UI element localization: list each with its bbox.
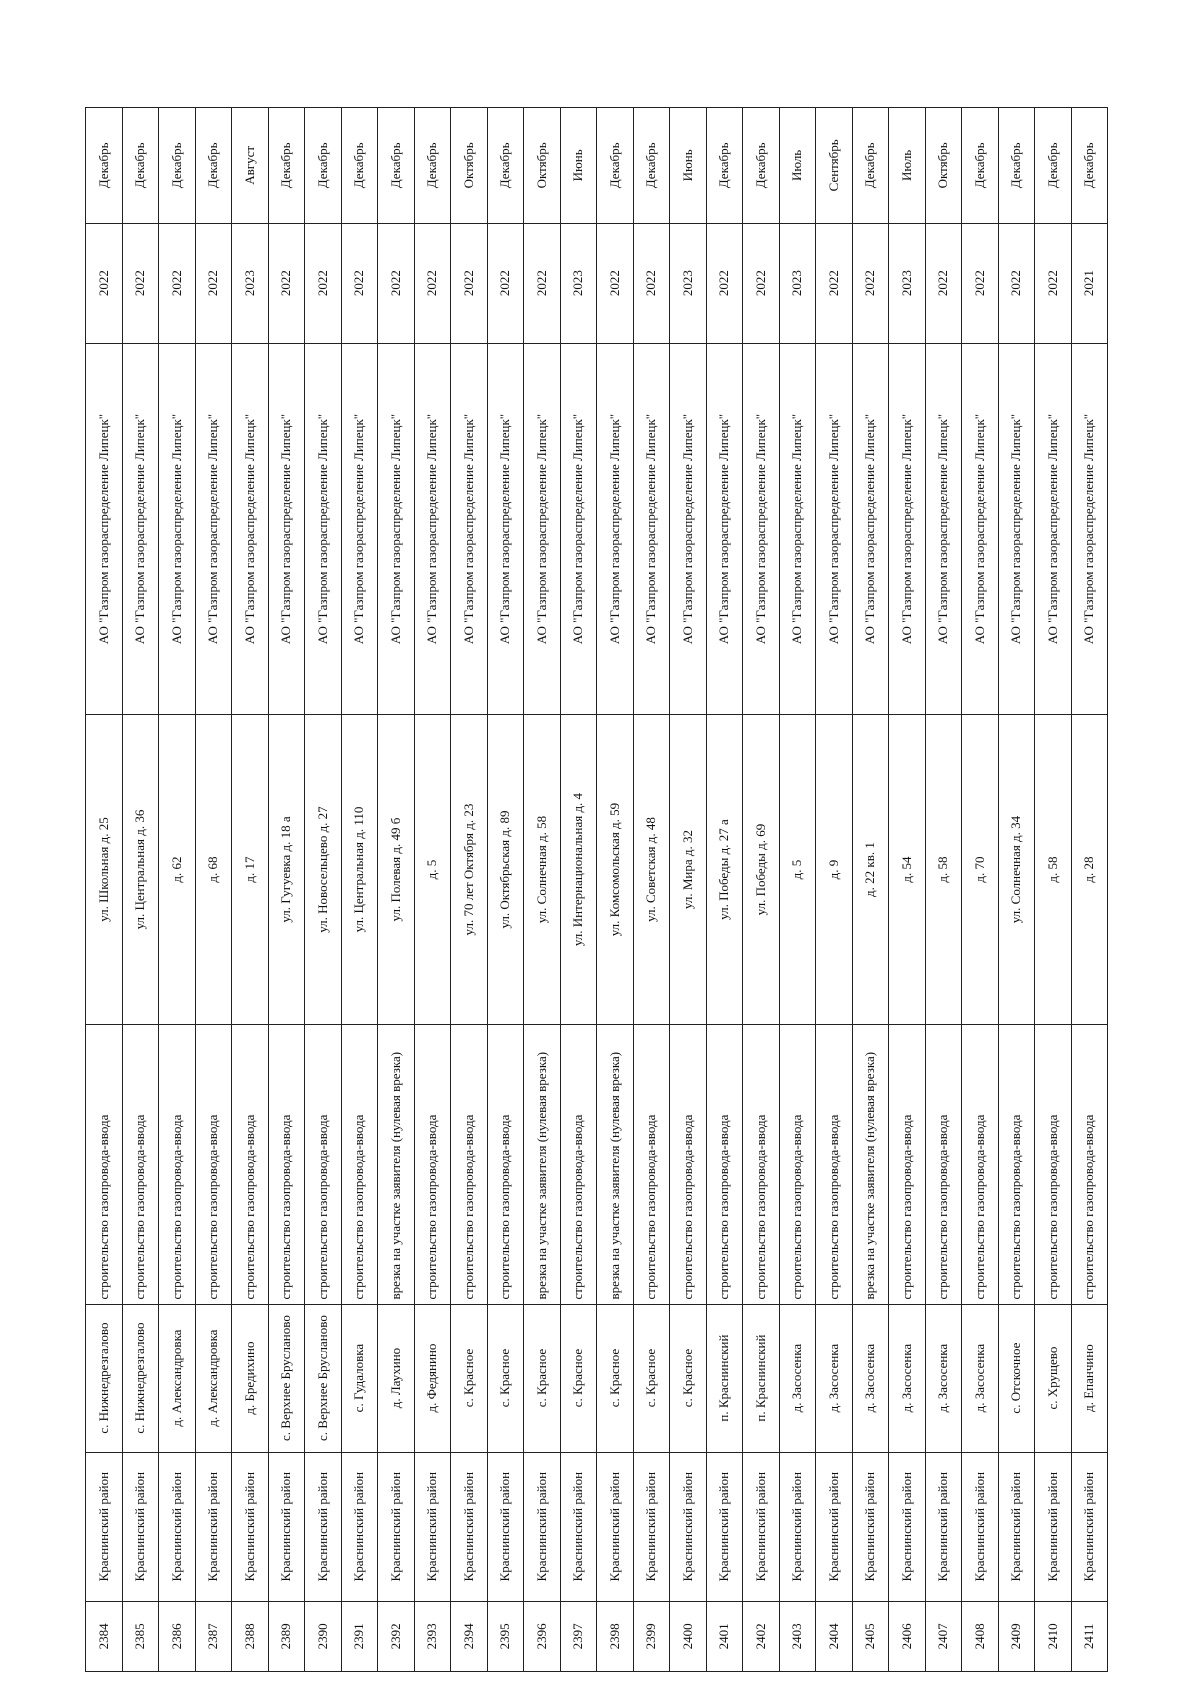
locality-cell: д. Епанчино (1071, 1304, 1108, 1452)
district-cell: Краснинский район (1071, 1452, 1108, 1601)
row-number: 2400 (670, 1601, 707, 1671)
organization-cell: АО "Газпром газораспределение Липецк" (1035, 343, 1072, 715)
work-type-cell: строительство газопровода-ввода (86, 1024, 123, 1304)
address-cell: д. 58 (1035, 715, 1072, 1024)
row-number: 2384 (86, 1601, 123, 1671)
table-row (779, 108, 816, 1672)
table-row (524, 108, 561, 1672)
locality-cell: с. Отскочное (998, 1304, 1035, 1452)
work-type-cell: строительство газопровода-ввода (633, 1024, 670, 1304)
district-cell: Краснинский район (889, 1452, 926, 1601)
year-cell: 2022 (1035, 223, 1072, 343)
locality-cell: с. Красное (560, 1304, 597, 1452)
address-cell: ул. Советская д. 48 (633, 715, 670, 1024)
locality-cell: с. Красное (524, 1304, 561, 1452)
row-number: 2393 (414, 1601, 451, 1671)
locality-cell: д. Бредихино (232, 1304, 269, 1452)
district-cell: Краснинский район (779, 1452, 816, 1601)
row-number: 2402 (743, 1601, 780, 1671)
district-cell: Краснинский район (305, 1452, 342, 1601)
work-type-cell: врезка на участке заявителя (нулевая врезка) (597, 1024, 634, 1304)
district-cell: Краснинский район (998, 1452, 1035, 1601)
row-number: 2408 (962, 1601, 999, 1671)
year-cell: 2023 (560, 223, 597, 343)
year-cell: 2022 (451, 223, 488, 343)
address-cell: ул. Центральная д. 110 (341, 715, 378, 1024)
year-cell: 2022 (706, 223, 743, 343)
work-type-cell: строительство газопровода-ввода (195, 1024, 232, 1304)
locality-cell: д. Засосенка (925, 1304, 962, 1452)
month-cell: Декабрь (122, 108, 159, 224)
address-cell: ул. Победы д. 27 а (706, 715, 743, 1024)
year-cell: 2022 (195, 223, 232, 343)
district-cell: Краснинский район (195, 1452, 232, 1601)
locality-cell: д. Засосенка (852, 1304, 889, 1452)
work-type-cell: строительство газопровода-ввода (1071, 1024, 1108, 1304)
table-row (925, 108, 962, 1672)
locality-cell: с. Нижнедрезгалово (122, 1304, 159, 1452)
district-cell: Краснинский район (633, 1452, 670, 1601)
month-cell: Декабрь (487, 108, 524, 224)
table-row (487, 108, 524, 1672)
row-number: 2406 (889, 1601, 926, 1671)
organization-cell: АО "Газпром газораспределение Липецк" (195, 343, 232, 715)
address-cell: д. 5 (414, 715, 451, 1024)
work-type-cell: строительство газопровода-ввода (816, 1024, 853, 1304)
table-row (998, 108, 1035, 1672)
work-type-cell: строительство газопровода-ввода (560, 1024, 597, 1304)
district-cell: Краснинский район (378, 1452, 415, 1601)
work-type-cell: строительство газопровода-ввода (889, 1024, 926, 1304)
district-cell: Краснинский район (487, 1452, 524, 1601)
work-type-cell: строительство газопровода-ввода (451, 1024, 488, 1304)
address-cell: ул. Полевая д. 49 б (378, 715, 415, 1024)
table-row (962, 108, 999, 1672)
year-cell: 2022 (998, 223, 1035, 343)
row-number: 2385 (122, 1601, 159, 1671)
work-type-cell: строительство газопровода-ввода (341, 1024, 378, 1304)
organization-cell: АО "Газпром газораспределение Липецк" (159, 343, 196, 715)
year-cell: 2022 (524, 223, 561, 343)
table-row (1035, 108, 1072, 1672)
year-cell: 2022 (159, 223, 196, 343)
address-cell: ул. Победы д. 69 (743, 715, 780, 1024)
locality-cell: с. Хрущево (1035, 1304, 1072, 1452)
month-cell: Декабрь (268, 108, 305, 224)
organization-cell: АО "Газпром газораспределение Липецк" (597, 343, 634, 715)
month-cell: Декабрь (414, 108, 451, 224)
address-cell: ул. Солнечная д. 58 (524, 715, 561, 1024)
year-cell: 2022 (816, 223, 853, 343)
month-cell: Декабрь (633, 108, 670, 224)
year-cell: 2022 (341, 223, 378, 343)
address-cell: ул. Октябрьская д. 89 (487, 715, 524, 1024)
district-cell: Краснинский район (670, 1452, 707, 1601)
work-type-cell: строительство газопровода-ввода (779, 1024, 816, 1304)
organization-cell: АО "Газпром газораспределение Липецк" (378, 343, 415, 715)
table-row (378, 108, 415, 1672)
address-cell: ул. Солнечная д. 34 (998, 715, 1035, 1024)
year-cell: 2022 (487, 223, 524, 343)
locality-cell: с. Красное (633, 1304, 670, 1452)
district-cell: Краснинский район (451, 1452, 488, 1601)
locality-cell: с. Красное (451, 1304, 488, 1452)
row-number: 2401 (706, 1601, 743, 1671)
gas-connection-schedule-table (85, 107, 1108, 1672)
table-row (1071, 108, 1108, 1672)
address-cell: д. 58 (925, 715, 962, 1024)
work-type-cell: врезка на участке заявителя (нулевая врезка) (378, 1024, 415, 1304)
month-cell: Декабрь (378, 108, 415, 224)
district-cell: Краснинский район (925, 1452, 962, 1601)
address-cell: ул. Интернациональная д. 4 (560, 715, 597, 1024)
row-number: 2389 (268, 1601, 305, 1671)
district-cell: Краснинский район (268, 1452, 305, 1601)
year-cell: 2022 (633, 223, 670, 343)
district-cell: Краснинский район (706, 1452, 743, 1601)
work-type-cell: строительство газопровода-ввода (706, 1024, 743, 1304)
row-number: 2388 (232, 1601, 269, 1671)
month-cell: Декабрь (305, 108, 342, 224)
locality-cell: д. Александровка (159, 1304, 196, 1452)
month-cell: Декабрь (852, 108, 889, 224)
month-cell: Декабрь (1035, 108, 1072, 224)
table-row (633, 108, 670, 1672)
year-cell: 2023 (889, 223, 926, 343)
locality-cell: д. Лаухино (378, 1304, 415, 1452)
work-type-cell: строительство газопровода-ввода (925, 1024, 962, 1304)
month-cell: Декабрь (597, 108, 634, 224)
table-row (852, 108, 889, 1672)
row-number: 2407 (925, 1601, 962, 1671)
work-type-cell: врезка на участке заявителя (нулевая врезка) (852, 1024, 889, 1304)
month-cell: Июль (889, 108, 926, 224)
address-cell: д. 54 (889, 715, 926, 1024)
work-type-cell: строительство газопровода-ввода (159, 1024, 196, 1304)
locality-cell: с. Верхнее Брусланово (268, 1304, 305, 1452)
address-cell: д. 28 (1071, 715, 1108, 1024)
year-cell: 2022 (268, 223, 305, 343)
row-number: 2394 (451, 1601, 488, 1671)
organization-cell: АО "Газпром газораспределение Липецк" (451, 343, 488, 715)
address-cell: ул. Новосельцево д. 27 (305, 715, 342, 1024)
organization-cell: АО "Газпром газораспределение Липецк" (706, 343, 743, 715)
organization-cell: АО "Газпром газораспределение Липецк" (268, 343, 305, 715)
organization-cell: АО "Газпром газораспределение Липецк" (1071, 343, 1108, 715)
address-cell: ул. Мира д. 32 (670, 715, 707, 1024)
table-row (122, 108, 159, 1672)
row-number: 2397 (560, 1601, 597, 1671)
row-number: 2405 (852, 1601, 889, 1671)
locality-cell: д. Александровка (195, 1304, 232, 1452)
address-cell: ул. Гугуевка д. 18 а (268, 715, 305, 1024)
table-row (414, 108, 451, 1672)
locality-cell: д. Засосенка (816, 1304, 853, 1452)
month-cell: Декабрь (743, 108, 780, 224)
locality-cell: д. Засосенка (889, 1304, 926, 1452)
organization-cell: АО "Газпром газораспределение Липецк" (560, 343, 597, 715)
work-type-cell: строительство газопровода-ввода (305, 1024, 342, 1304)
row-number: 2409 (998, 1601, 1035, 1671)
table-row (159, 108, 196, 1672)
address-cell: д. 17 (232, 715, 269, 1024)
row-number: 2411 (1071, 1601, 1108, 1671)
locality-cell: с. Красное (670, 1304, 707, 1452)
locality-cell: с. Верхнее Брусланово (305, 1304, 342, 1452)
locality-cell: д. Засосенка (779, 1304, 816, 1452)
row-number: 2404 (816, 1601, 853, 1671)
month-cell: Декабрь (998, 108, 1035, 224)
row-number: 2403 (779, 1601, 816, 1671)
organization-cell: АО "Газпром газораспределение Липецк" (852, 343, 889, 715)
month-cell: Июль (779, 108, 816, 224)
year-cell: 2022 (122, 223, 159, 343)
district-cell: Краснинский район (341, 1452, 378, 1601)
table-row (670, 108, 707, 1672)
organization-cell: АО "Газпром газораспределение Липецк" (743, 343, 780, 715)
table-row (706, 108, 743, 1672)
work-type-cell: строительство газопровода-ввода (232, 1024, 269, 1304)
organization-cell: АО "Газпром газораспределение Липецк" (816, 343, 853, 715)
address-cell: д. 9 (816, 715, 853, 1024)
month-cell: Декабрь (962, 108, 999, 224)
row-number: 2410 (1035, 1601, 1072, 1671)
district-cell: Краснинский район (816, 1452, 853, 1601)
locality-cell: д. Засосенка (962, 1304, 999, 1452)
year-cell: 2022 (597, 223, 634, 343)
organization-cell: АО "Газпром газораспределение Липецк" (86, 343, 123, 715)
table-row (889, 108, 926, 1672)
table-body (86, 108, 1108, 1672)
locality-cell: п. Краснинский (743, 1304, 780, 1452)
district-cell: Краснинский район (232, 1452, 269, 1601)
organization-cell: АО "Газпром газораспределение Липецк" (962, 343, 999, 715)
table-frame (85, 107, 1097, 1672)
month-cell: Декабрь (86, 108, 123, 224)
organization-cell: АО "Газпром газораспределение Липецк" (779, 343, 816, 715)
year-cell: 2023 (779, 223, 816, 343)
month-cell: Декабрь (159, 108, 196, 224)
organization-cell: АО "Газпром газораспределение Липецк" (670, 343, 707, 715)
address-cell: ул. Школьная д. 25 (86, 715, 123, 1024)
work-type-cell: строительство газопровода-ввода (487, 1024, 524, 1304)
month-cell: Июнь (670, 108, 707, 224)
district-cell: Краснинский район (414, 1452, 451, 1601)
locality-cell: п. Краснинский (706, 1304, 743, 1452)
month-cell: Август (232, 108, 269, 224)
organization-cell: АО "Газпром газораспределение Липецк" (925, 343, 962, 715)
work-type-cell: строительство газопровода-ввода (998, 1024, 1035, 1304)
table-row (743, 108, 780, 1672)
table-row (86, 108, 123, 1672)
row-number: 2396 (524, 1601, 561, 1671)
work-type-cell: строительство газопровода-ввода (670, 1024, 707, 1304)
district-cell: Краснинский район (743, 1452, 780, 1601)
year-cell: 2021 (1071, 223, 1108, 343)
month-cell: Октябрь (524, 108, 561, 224)
year-cell: 2022 (305, 223, 342, 343)
row-number: 2392 (378, 1601, 415, 1671)
year-cell: 2022 (925, 223, 962, 343)
month-cell: Июнь (560, 108, 597, 224)
district-cell: Краснинский район (159, 1452, 196, 1601)
row-number: 2391 (341, 1601, 378, 1671)
address-cell: д. 5 (779, 715, 816, 1024)
month-cell: Декабрь (195, 108, 232, 224)
month-cell: Декабрь (341, 108, 378, 224)
month-cell: Сентябрь (816, 108, 853, 224)
table-row (341, 108, 378, 1672)
month-cell: Декабрь (1071, 108, 1108, 224)
table-row (451, 108, 488, 1672)
organization-cell: АО "Газпром газораспределение Липецк" (305, 343, 342, 715)
district-cell: Краснинский район (122, 1452, 159, 1601)
row-number: 2398 (597, 1601, 634, 1671)
year-cell: 2023 (232, 223, 269, 343)
address-cell: д. 68 (195, 715, 232, 1024)
address-cell: ул. 70 лет Октября д. 23 (451, 715, 488, 1024)
row-number: 2390 (305, 1601, 342, 1671)
row-number: 2395 (487, 1601, 524, 1671)
month-cell: Декабрь (706, 108, 743, 224)
organization-cell: АО "Газпром газораспределение Липецк" (232, 343, 269, 715)
work-type-cell: врезка на участке заявителя (нулевая врезка) (524, 1024, 561, 1304)
organization-cell: АО "Газпром газораспределение Липецк" (414, 343, 451, 715)
year-cell: 2022 (86, 223, 123, 343)
month-cell: Октябрь (925, 108, 962, 224)
work-type-cell: строительство газопровода-ввода (1035, 1024, 1072, 1304)
address-cell: д. 22 кв. 1 (852, 715, 889, 1024)
address-cell: д. 70 (962, 715, 999, 1024)
district-cell: Краснинский район (86, 1452, 123, 1601)
district-cell: Краснинский район (597, 1452, 634, 1601)
organization-cell: АО "Газпром газораспределение Липецк" (122, 343, 159, 715)
locality-cell: с. Красное (487, 1304, 524, 1452)
month-cell: Октябрь (451, 108, 488, 224)
row-number: 2386 (159, 1601, 196, 1671)
district-cell: Краснинский район (524, 1452, 561, 1601)
organization-cell: АО "Газпром газораспределение Липецк" (524, 343, 561, 715)
district-cell: Краснинский район (1035, 1452, 1072, 1601)
year-cell: 2022 (743, 223, 780, 343)
organization-cell: АО "Газпром газораспределение Липецк" (487, 343, 524, 715)
district-cell: Краснинский район (962, 1452, 999, 1601)
district-cell: Краснинский район (560, 1452, 597, 1601)
table-row (195, 108, 232, 1672)
work-type-cell: строительство газопровода-ввода (268, 1024, 305, 1304)
year-cell: 2022 (962, 223, 999, 343)
work-type-cell: строительство газопровода-ввода (414, 1024, 451, 1304)
organization-cell: АО "Газпром газораспределение Липецк" (998, 343, 1035, 715)
locality-cell: с. Гудаловка (341, 1304, 378, 1452)
locality-cell: с. Нижнедрезгалово (86, 1304, 123, 1452)
address-cell: д. 62 (159, 715, 196, 1024)
table-row (560, 108, 597, 1672)
locality-cell: д. Федянино (414, 1304, 451, 1452)
work-type-cell: строительство газопровода-ввода (743, 1024, 780, 1304)
year-cell: 2022 (852, 223, 889, 343)
address-cell: ул. Центральная д. 36 (122, 715, 159, 1024)
year-cell: 2023 (670, 223, 707, 343)
work-type-cell: строительство газопровода-ввода (122, 1024, 159, 1304)
year-cell: 2022 (414, 223, 451, 343)
table-row (232, 108, 269, 1672)
row-number: 2387 (195, 1601, 232, 1671)
district-cell: Краснинский район (852, 1452, 889, 1601)
table-row (597, 108, 634, 1672)
row-number: 2399 (633, 1601, 670, 1671)
organization-cell: АО "Газпром газораспределение Липецк" (889, 343, 926, 715)
year-cell: 2022 (378, 223, 415, 343)
table-row (305, 108, 342, 1672)
table-row (816, 108, 853, 1672)
organization-cell: АО "Газпром газораспределение Липецк" (341, 343, 378, 715)
locality-cell: с. Красное (597, 1304, 634, 1452)
address-cell: ул. Комсомольская д. 59 (597, 715, 634, 1024)
organization-cell: АО "Газпром газораспределение Липецк" (633, 343, 670, 715)
table-row (268, 108, 305, 1672)
work-type-cell: строительство газопровода-ввода (962, 1024, 999, 1304)
rotated-table-wrapper (85, 107, 1097, 1672)
